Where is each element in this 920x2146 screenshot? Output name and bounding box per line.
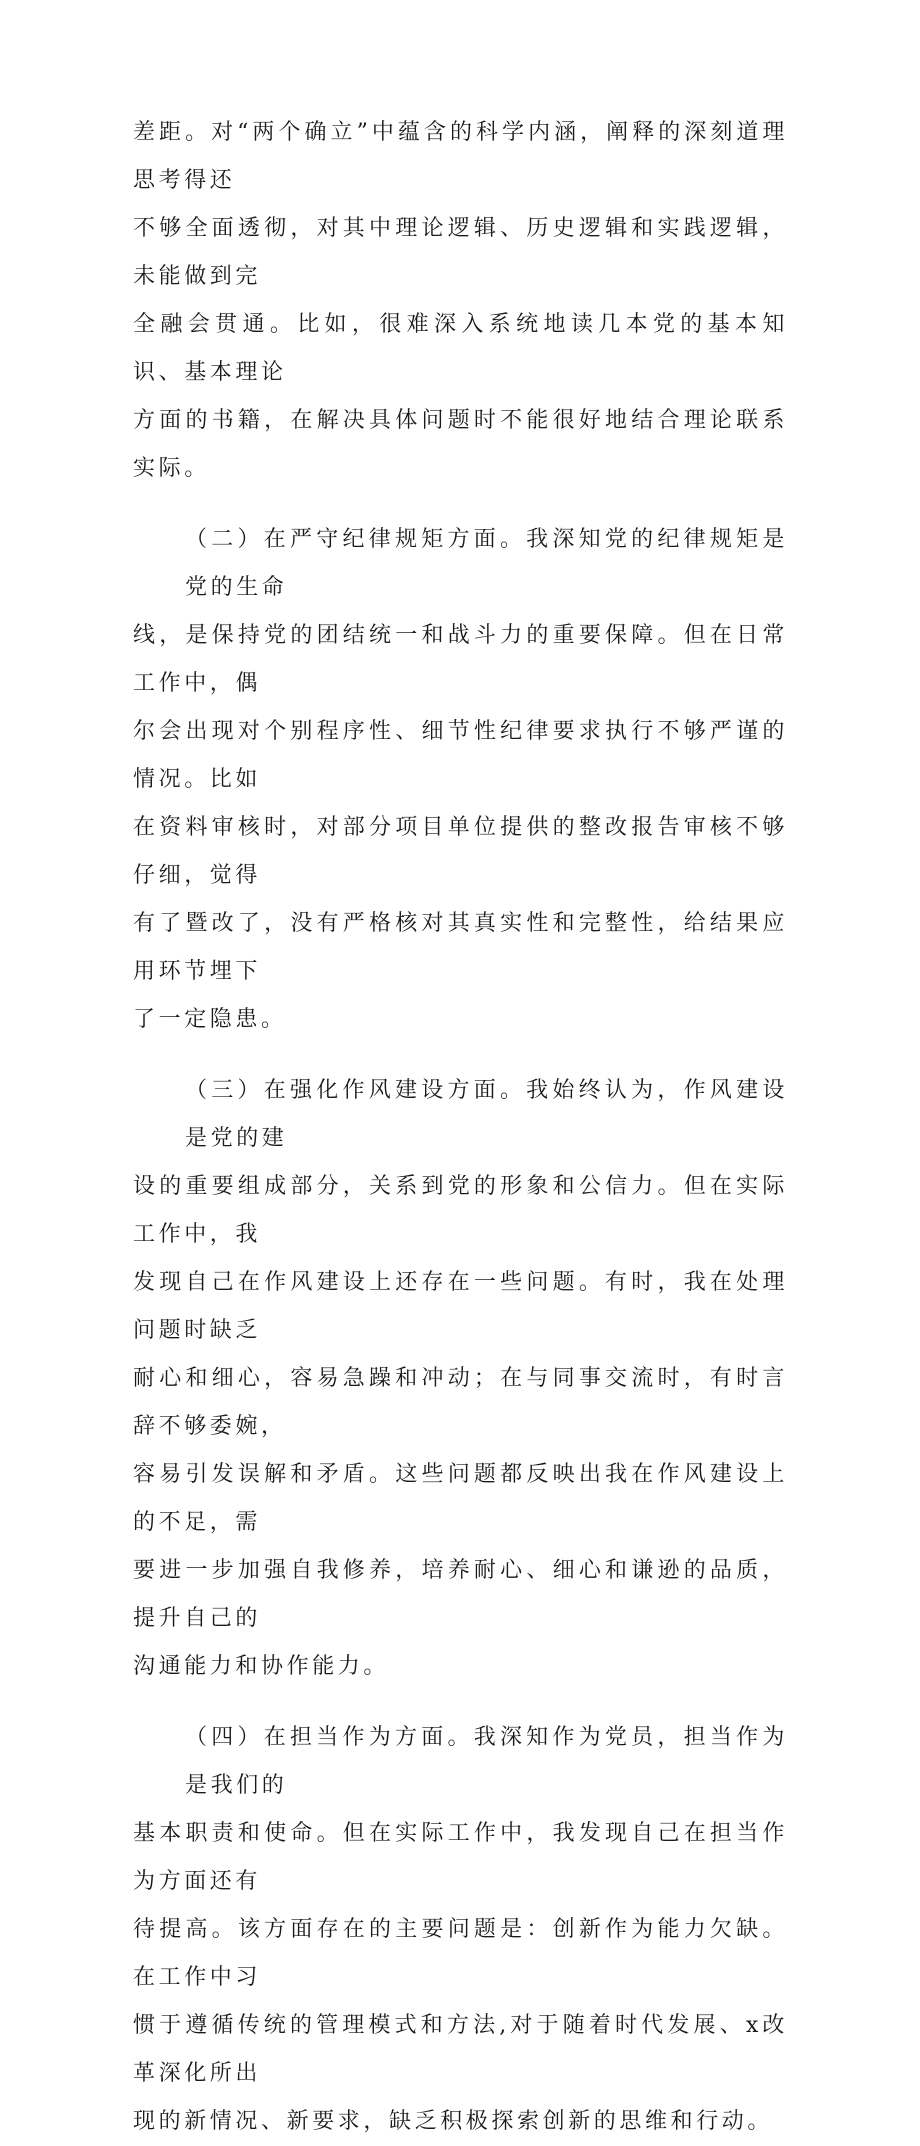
text-line: 沟通能力和协作能力。: [133, 1654, 390, 1679]
text-line: 有了暨改了，没有严格核对其真实性和完整性，给结果应用环节埋下: [133, 911, 788, 984]
text-line: 发现自己在作风建设上还存在一些问题。有时，我在处理问题时缺乏: [133, 1270, 788, 1343]
text-line: 设的重要组成部分，关系到党的形象和公信力。但在实际工作中，我: [133, 1174, 788, 1247]
text-line: （二）在严守纪律规矩方面。我深知党的纪律规矩是党的生命: [185, 527, 788, 600]
text-line: 在资料审核时，对部分项目单位提供的整改报告审核不够仔细，觉得: [133, 815, 788, 888]
text-line: 待提高。该方面存在的主要问题是：创新作为能力欠缺。在工作中习: [133, 1917, 788, 1990]
paragraph-continuation: [133, 109, 788, 493]
text-line: 线，是保持党的团结统一和战斗力的重要保障。但在日常工作中，偶: [133, 623, 788, 696]
text-line: 要进一步加强自我修养，培养耐心、细心和谦逊的品质，提升自己的: [133, 1558, 788, 1631]
text-line: 现的新情况、新要求，缺乏积极探索创新的思维和行动。: [133, 2109, 774, 2134]
paragraph-section-2: [133, 516, 788, 1044]
text-line: 不够全面透彻，对其中理论逻辑、历史逻辑和实践逻辑，未能做到完: [133, 216, 788, 289]
text-line: 尔会出现对个别程序性、细节性纪律要求执行不够严谨的情况。比如: [133, 719, 788, 792]
text-line: 容易引发误解和矛盾。这些问题都反映出我在作风建设上的不足，需: [133, 1462, 788, 1535]
text-line: 全融会贯通。比如，很难深入系统地读几本党的基本知识、基本理论: [133, 312, 788, 385]
text-line: 基本职责和使命。但在实际工作中，我发现自己在担当作为方面还有: [133, 1821, 788, 1894]
text-line: （四）在担当作为方面。我深知作为党员，担当作为是我们的: [185, 1725, 788, 1798]
paragraph-section-4: [133, 1714, 788, 2146]
text-line: 惯于遵循传统的管理模式和方法,对于随着时代发展、x改革深化所出: [133, 2013, 788, 2086]
text-line: （三）在强化作风建设方面。我始终认为，作风建设是党的建: [185, 1078, 788, 1151]
text-line: 差距。对“两个确立”中蕴含的科学内涵，阐释的深刻道理思考得还: [133, 120, 788, 193]
text-line: 了一定隐患。: [133, 1007, 287, 1032]
document-body: [133, 109, 788, 2146]
text-line: 方面的书籍，在解决具体问题时不能很好地结合理论联系实际。: [133, 408, 788, 481]
paragraph-section-3: [133, 1067, 788, 1691]
text-line: 耐心和细心，容易急躁和冲动；在与同事交流时，有时言辞不够委婉，: [133, 1366, 788, 1439]
